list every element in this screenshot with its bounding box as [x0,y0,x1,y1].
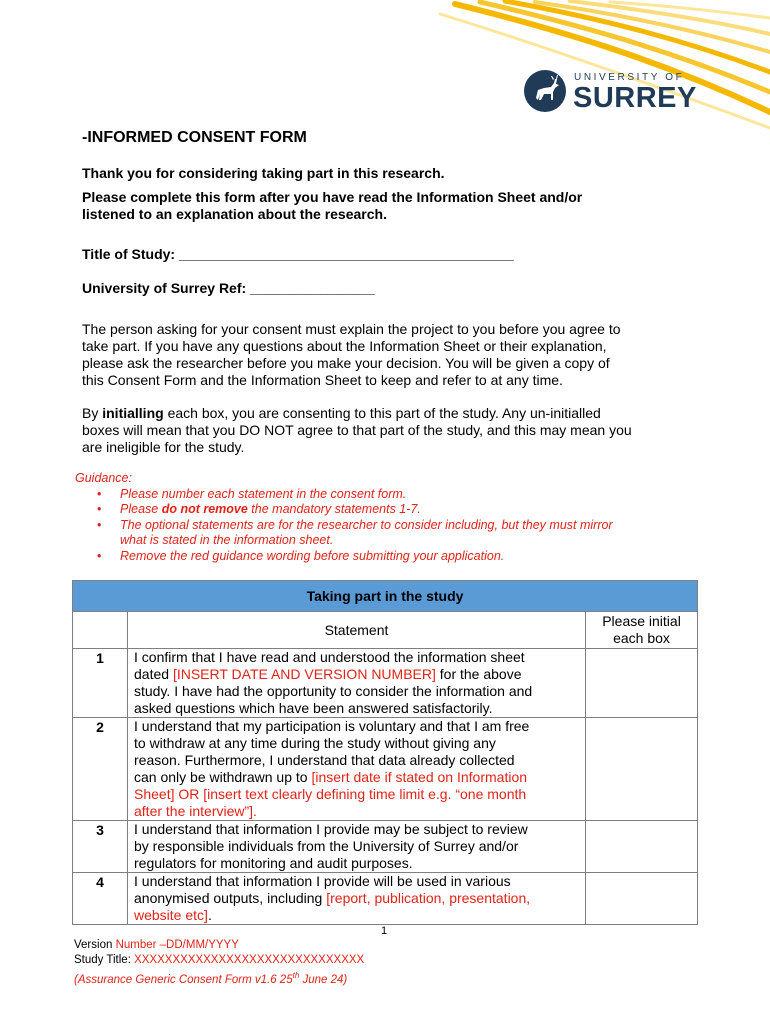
statement-line: asked questions which have been answered satisfactorily. [134,700,493,716]
statement-line: by responsible individuals from the University of Surrey and/or [134,838,519,854]
placeholder-text: [INSERT DATE AND VERSION NUMBER] [172,666,436,682]
consent-table [72,580,698,925]
assurance-text: (Assurance Generic Consent Form v1.6 25 [74,973,293,986]
initial-box[interactable] [586,649,698,718]
bullet-icon: • [97,517,102,532]
assurance-sup: th [292,971,300,980]
guidance-text: Remove the red guidance wording before submitting your application. [120,548,505,563]
intro-paragraph [82,321,621,389]
statement-line: . [207,907,212,923]
guidance-item [97,502,695,518]
statement-line: anonymised outputs, including [134,890,327,906]
section-header: Taking part in the study [73,581,698,612]
title-of-study-field[interactable]: Title of Study: ___________________________________________ [82,246,514,262]
statement-line: I understand that information I provide will be used in various [134,873,511,889]
version-value: Number –DD/MM/YYYY [115,939,239,951]
thanks-line: Thank you for considering taking part in this research. [82,165,445,181]
placeholder-text: [insert date if stated on Information [311,769,528,785]
statement-text [128,821,586,873]
initial-column-header [586,612,698,649]
initialling-by: By [82,405,103,421]
logo-university-of: UNIVERSITY OF [574,72,685,83]
initial-box[interactable] [586,718,698,821]
placeholder-text: Sheet] OR [insert text clearly defining time limit e.g. “one month [134,786,527,802]
statement-line: regulators for monitoring and audit purposes. [134,855,413,871]
assurance-text: June 24) [299,973,348,986]
guidance-text: the mandatory statements 1-7. [247,502,421,516]
table-row [73,649,698,718]
statement-number: 1 [73,649,128,718]
surrey-ref-field[interactable]: University of Surrey Ref: ________________ [82,280,375,296]
bullet-icon: • [97,502,102,516]
initial-box[interactable] [586,821,698,873]
initialling-line: are ineligible for the study. [82,439,245,455]
statement-line: to withdraw at any time during the study without giving any [134,735,496,751]
initialling-line: boxes will mean that you DO NOT agree to that part of the study, and this may mean you [82,422,632,438]
guidance-list [75,487,695,565]
initialling-rest: each box, you are consenting to this part of the study. Any un-initialled [163,405,601,421]
guidance-block [75,471,695,564]
please-complete-text [82,189,582,223]
statement-line: dated [134,666,173,682]
initial-header-line: each box [613,630,670,646]
placeholder-text: after the interview”]. [134,803,257,819]
statement-line: I confirm that I have read and understood the information sheet [134,649,525,665]
statement-line: for the above [435,666,522,682]
table-row [73,718,698,821]
guidance-text: Please number each statement in the consent form. [120,486,407,501]
guidance-text: Please [120,502,162,516]
guidance-item [97,548,695,565]
intro-line: The person asking for your consent must explain the project to you before you agree to [82,321,621,337]
study-title-value: XXXXXXXXXXXXXXXXXXXXXXXXXXXXXX [134,954,365,966]
table-row [73,821,698,873]
statement-number: 4 [73,873,128,925]
placeholder-text: [report, publication, presentation, [326,890,531,906]
version-label: Version [74,939,116,951]
guidance-text: what is stated in the information sheet. [120,533,334,547]
statement-line: reason. Furthermore, I understand that data already collected [134,752,515,768]
please-line-1: Please complete this form after you have read the Information Sheet and/or [82,189,583,205]
statement-text [128,718,586,821]
initial-header-line: Please initial [602,613,681,629]
statement-line: can only be withdrawn up to [134,769,312,785]
document-footer [74,938,364,988]
logo-surrey: SURREY [573,82,697,114]
statement-line: I understand that information I provide may be subject to review [134,821,528,837]
guidance-text: The optional statements are for the researcher to consider including, but they must mirror [120,517,613,532]
initialling-paragraph [82,405,632,456]
guidance-item [97,486,695,503]
guidance-bold: do not remove [161,502,248,516]
statement-column-header: Statement [128,612,586,649]
initial-box[interactable] [586,873,698,925]
statement-text [128,649,586,718]
placeholder-text: website etc] [134,907,208,923]
statement-line: study. I have had the opportunity to consider the information and [134,683,533,699]
table-row [73,873,698,925]
statement-text [128,873,586,925]
statement-number: 3 [73,821,128,873]
statement-number: 2 [73,718,128,821]
guidance-item [97,517,695,549]
study-title-label: Study Title: [74,954,135,966]
statement-line: I understand that my participation is voluntary and that I am free [134,718,530,734]
intro-line: please ask the researcher before you make your decision. You will be given a copy of [82,355,610,371]
please-line-2: listened to an explanation about the research. [82,206,387,222]
bullet-icon: • [97,486,102,501]
assurance-note [74,968,364,988]
university-logo [524,70,700,114]
stag-emblem-icon [524,70,566,112]
guidance-heading: Guidance: [75,471,132,485]
form-title: -INFORMED CONSENT FORM [82,129,307,146]
initialling-bold: initialling [102,405,164,421]
intro-line: this Consent Form and the Information Sheet to keep and refer to at any time. [82,372,563,388]
bullet-icon: • [97,548,102,563]
number-column-header [73,612,128,649]
intro-line: take part. If you have any questions about the Information Sheet or their explanation, [82,338,607,354]
page-number: 1 [381,925,388,937]
